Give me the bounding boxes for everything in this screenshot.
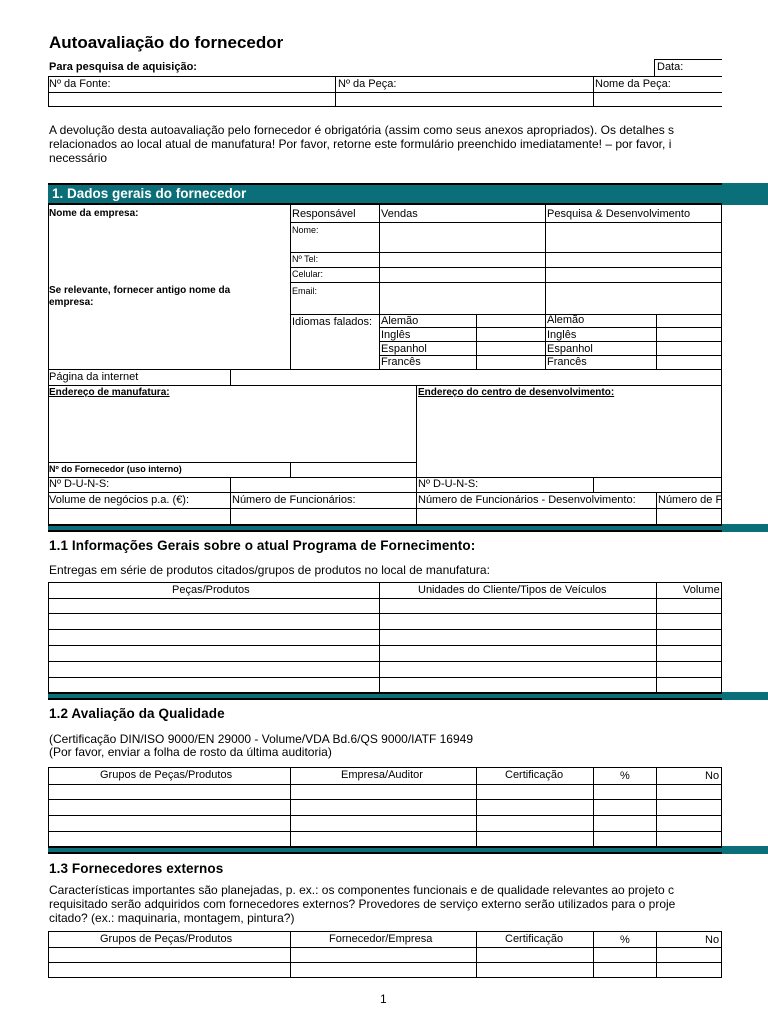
section-1-2-note-2: (Por favor, enviar a folha de rosto da última auditoria) — [49, 745, 332, 759]
section-1-2-title: 1.2 Avaliação da Qualidade — [49, 706, 225, 721]
mobile-label: Celular: — [292, 269, 324, 279]
mfg-address-label: Endereço de manufatura: — [49, 387, 170, 398]
lang-german-sales: Alemão — [381, 315, 419, 327]
name-label: Nome: — [292, 225, 319, 235]
email-label: Email: — [292, 286, 318, 296]
s12-col-pct: % — [620, 770, 630, 782]
date-label: Data: — [657, 61, 684, 73]
s11-col-volume: Volume — [683, 585, 720, 596]
s11-col-parts: Peças/Produtos — [172, 584, 250, 596]
intro-line-1: A devolução desta autoavaliação pelo fornecedor é obrigatória (assim como seus anexos apropriados). Os detalhes s — [49, 123, 675, 137]
supplier-no-label: Nº do Fornecedor (uso interno) — [49, 464, 182, 474]
s12-col-groups: Grupos de Peças/Produtos — [100, 769, 233, 781]
page-title: Autoavaliação do fornecedor — [49, 33, 284, 52]
duns-label-right: Nº D-U-N-S: — [418, 478, 479, 490]
duns-label-left: Nº D-U-N-S: — [49, 478, 110, 490]
intro-line-2: relacionados ao local atual de manufatura! Por favor, retorne este formulário preenchido imediatamente! – por favor, i — [49, 137, 672, 151]
part-no-label: Nº da Peça: — [338, 78, 397, 90]
s12-col-company: Empresa/Auditor — [341, 769, 423, 781]
source-label: Nº da Fonte: — [49, 78, 111, 90]
turnover-label: Volume de negócios p.a. (€): — [49, 494, 190, 506]
section-1-1-title: 1.1 Informações Gerais sobre o atual Programa de Fornecimento: — [49, 538, 476, 553]
s12-col-cert: Certificação — [505, 769, 564, 781]
s13-col-note: No — [705, 935, 720, 946]
s11-col-units: Unidades do Cliente/Tipos de Veículos — [418, 584, 607, 596]
section-1-3-title: 1.3 Fornecedores externos — [49, 861, 224, 876]
lang-french-rnd: Francês — [547, 356, 587, 368]
page-number: 1 — [380, 992, 387, 1006]
dev-address-label: Endereço do centro de desenvolvimento: — [418, 387, 615, 398]
lang-french-sales: Francês — [381, 356, 421, 368]
lang-english-sales: Inglês — [381, 329, 411, 341]
lang-spanish-rnd: Espanhol — [547, 343, 593, 355]
s12-col-note: No — [705, 771, 720, 782]
section-1-3-text-2: requisitado serão adquiridos com fornecedores externos? Provedores de serviço externo serão utilizados para o proje — [49, 897, 676, 911]
employees-label: Número de Funcionários: — [232, 494, 356, 506]
languages-label: Idiomas falados: — [292, 316, 373, 328]
s13-col-cert: Certificação — [505, 933, 564, 945]
tel-label: Nº Tel: — [292, 254, 319, 264]
section-1-title: 1. Dados gerais do fornecedor — [52, 186, 247, 201]
intro-line-3: necessário — [49, 151, 108, 165]
lang-german-rnd: Alemão — [547, 314, 585, 326]
sales-header: Vendas — [381, 208, 418, 220]
lang-english-rnd: Inglês — [547, 329, 577, 341]
s13-col-groups: Grupos de Peças/Produtos — [100, 933, 233, 945]
section-1-1-subtitle: Entregas em série de produtos citados/grupos de produtos no local de manufatura: — [49, 563, 490, 577]
former-name-label-2: empresa: — [49, 297, 94, 308]
s13-col-pct: % — [620, 934, 630, 946]
employees-dev-label: Número de Funcionários - Desenvolvimento: — [418, 494, 636, 506]
company-name-label: Nome da empresa: — [49, 208, 139, 219]
part-name-label: Nome da Peça: — [595, 78, 671, 90]
former-name-label: Se relevante, fornecer antigo nome da — [49, 285, 231, 296]
section-1-2-note-1: (Certificação DIN/ISO 9000/EN 29000 - Volume/VDA Bd.6/QS 9000/IATF 16949 — [49, 732, 473, 746]
responsible-header: Responsável — [292, 208, 356, 220]
lang-spanish-sales: Espanhol — [381, 343, 427, 355]
purchase-label: Para pesquisa de aquisição: — [49, 61, 197, 73]
rnd-header: Pesquisa & Desenvolvimento — [547, 208, 691, 220]
section-1-3-text-3: citado? (ex.: maquinaria, montagem, pintura?) — [49, 911, 295, 925]
website-label: Página da internet — [49, 371, 139, 383]
section-1-3-text-1: Características importantes são planejadas, p. ex.: os componentes funcionais e de qualidade relevantes ao projeto c — [49, 883, 675, 897]
employees-cut-label: Número de F — [658, 495, 722, 506]
s13-col-supplier: Fornecedor/Empresa — [329, 933, 433, 945]
